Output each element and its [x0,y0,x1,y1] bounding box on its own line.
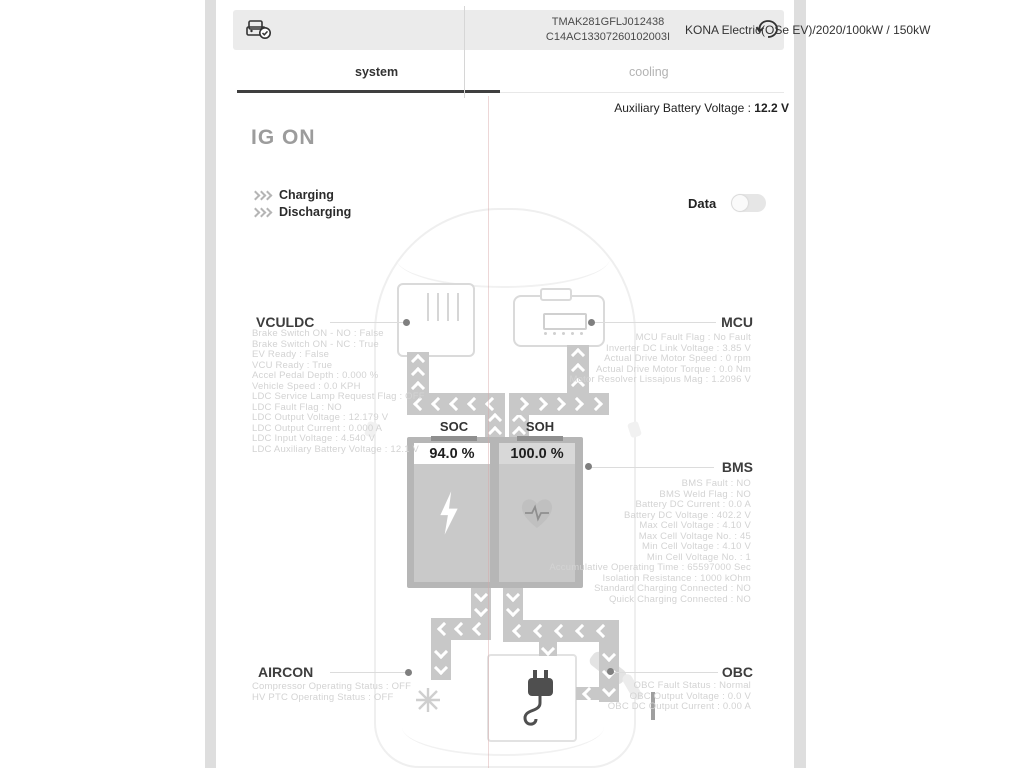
vehicle-check-icon[interactable] [245,17,275,48]
scan-fold-line [464,6,465,98]
param-line: Actual Drive Motor Torque : 0.0 Nm [596,363,751,375]
vculdc-param-list [252,329,425,455]
component-label-obc: OBC [721,664,753,680]
param-line: Max Cell Voltage No. : 45 [638,530,751,542]
charging-arrows-icon [252,192,270,199]
param-line: LDC Fault Flag : NO [252,401,342,413]
vehicle-title: KONA Electric(OSe EV)/2020/100kW / 150kW [685,23,931,37]
flow-path-obc-horizontal [503,620,619,642]
toggle-knob [732,195,748,211]
param-line: BMS Fault : NO [681,478,751,489]
param-line: Brake Switch ON - NC : True [252,338,379,350]
flow-path-chargeport-stub [539,642,557,656]
flow-path-connector-band [576,687,602,700]
active-tab-underline [237,90,500,93]
vehicle-header [233,10,931,50]
param-line: Accumulative Operating Time : 65597000 Sec [549,562,751,573]
param-line: VCU Ready : True [252,359,333,371]
legend-discharging [252,205,351,219]
param-line: HV PTC Operating Status : OFF [252,691,394,703]
flow-path-bottom-right-stub [503,585,523,620]
vculdc-callout-dot [403,319,410,326]
param-line: Min Cell Voltage : 4.10 V [641,541,751,552]
right-page-edge [794,0,806,768]
legend-discharging-label: Discharging [279,205,352,219]
tab-cooling[interactable]: cooling [629,65,669,79]
param-line: OBC DC Output Current : 0.00 A [607,701,751,712]
flow-path-right-horizontal [509,393,609,415]
param-line: Battery DC Current : 0.0 A [635,499,751,510]
param-line: Inverter DC Link Voltage : 3.85 V [606,342,751,354]
soh-label: SOH [525,419,555,434]
param-line: Compressor Operating Status : OFF [252,681,412,692]
charge-port-box [487,654,577,742]
vehicle-code: C14AC13307260102003I [545,31,671,43]
param-line: Motor Resolver Lissajous Mag : 1.2096 V [569,374,751,385]
param-line: LDC Auxiliary Battery Voltage : 12.1 V [252,443,420,455]
param-line: Min Cell Voltage No. : 1 [646,551,751,563]
param-line: Accel Pedal Depth : 0.000 % [252,370,379,381]
flow-path-aircon-drop [431,640,451,680]
param-line: Isolation Resistance : 1000 kOhm [602,572,751,584]
vin-number: TMAK281GFLJ012438 [551,16,665,28]
param-line: EV Ready : False [252,349,330,360]
aux-battery-value: 12.2 V [754,101,789,115]
param-line: Actual Drive Motor Speed : 0 rpm [604,353,751,364]
flow-path-aircon-horizontal [431,618,491,640]
param-line: Vehicle Speed : 0.0 KPH [252,380,361,392]
soc-label: SOC [439,419,469,434]
soh-underline [517,436,563,441]
param-line: LDC Output Current : 0.000 A [252,422,383,434]
bms-callout-dot [585,463,592,470]
param-line: BMS Weld Flag : NO [659,488,751,500]
param-line: Brake Switch ON - NO : False [252,328,384,339]
mcu-connector-drawing [540,288,572,301]
tab-system[interactable]: system [355,65,399,79]
mcu-callout-dot [588,319,595,326]
aircon-param-list [252,682,411,703]
scan-fold-line [488,96,489,768]
discharging-arrows-icon [252,209,270,216]
param-line: Battery DC Voltage : 402.2 V [623,509,751,521]
data-toggle-label: Data [688,196,717,211]
param-line: LDC Service Lamp Request Flag : OFF [252,391,425,402]
param-line: LDC Input Voltage : 4.540 V [252,433,376,444]
return-arrow-icon[interactable] [755,18,779,45]
param-line: Standard Charging Connected : NO [594,583,751,594]
aux-battery-voltage [614,101,789,115]
aircon-callout-dot [405,669,412,676]
param-line: MCU Fault Flag : No Fault [635,332,751,343]
obc-param-list [608,681,751,713]
bms-param-list [549,479,751,605]
obc-callout-dot [607,668,614,675]
vin-block [533,15,683,45]
component-label-mcu: MCU [721,314,753,330]
left-page-edge [205,0,216,768]
ignition-status: IG ON [251,126,316,149]
tab-divider [500,92,784,93]
soc-underline [431,436,477,441]
mcu-param-list [569,333,751,386]
battery-soc-panel [414,443,490,582]
aircon-callout-line [330,672,410,673]
component-label-bms: BMS [721,459,753,475]
soc-value: 94.0 % [414,443,490,464]
aux-battery-label: Auxiliary Battery Voltage : [614,101,755,115]
vculdc-callout-line [330,322,408,323]
snowflake-icon [414,686,442,719]
param-line: Quick Charging Connected : NO [608,593,751,605]
soh-value: 100.0 % [499,443,575,464]
windshield-line [396,228,610,288]
plug-icon [517,668,565,735]
component-label-aircon: AIRCON [258,664,314,680]
param-line: LDC Output Voltage : 12.179 V [252,412,389,423]
param-line: OBC Fault Status : Normal [633,680,751,691]
legend-charging [252,188,334,202]
legend-charging-label: Charging [279,188,334,202]
param-line: OBC Output Voltage : 0.0 V [629,690,751,702]
param-line: Max Cell Voltage : 4.10 V [639,520,751,531]
component-label-vculdc: VCULDC [256,314,315,330]
data-toggle-switch[interactable] [731,194,766,212]
lightning-icon [436,491,462,540]
